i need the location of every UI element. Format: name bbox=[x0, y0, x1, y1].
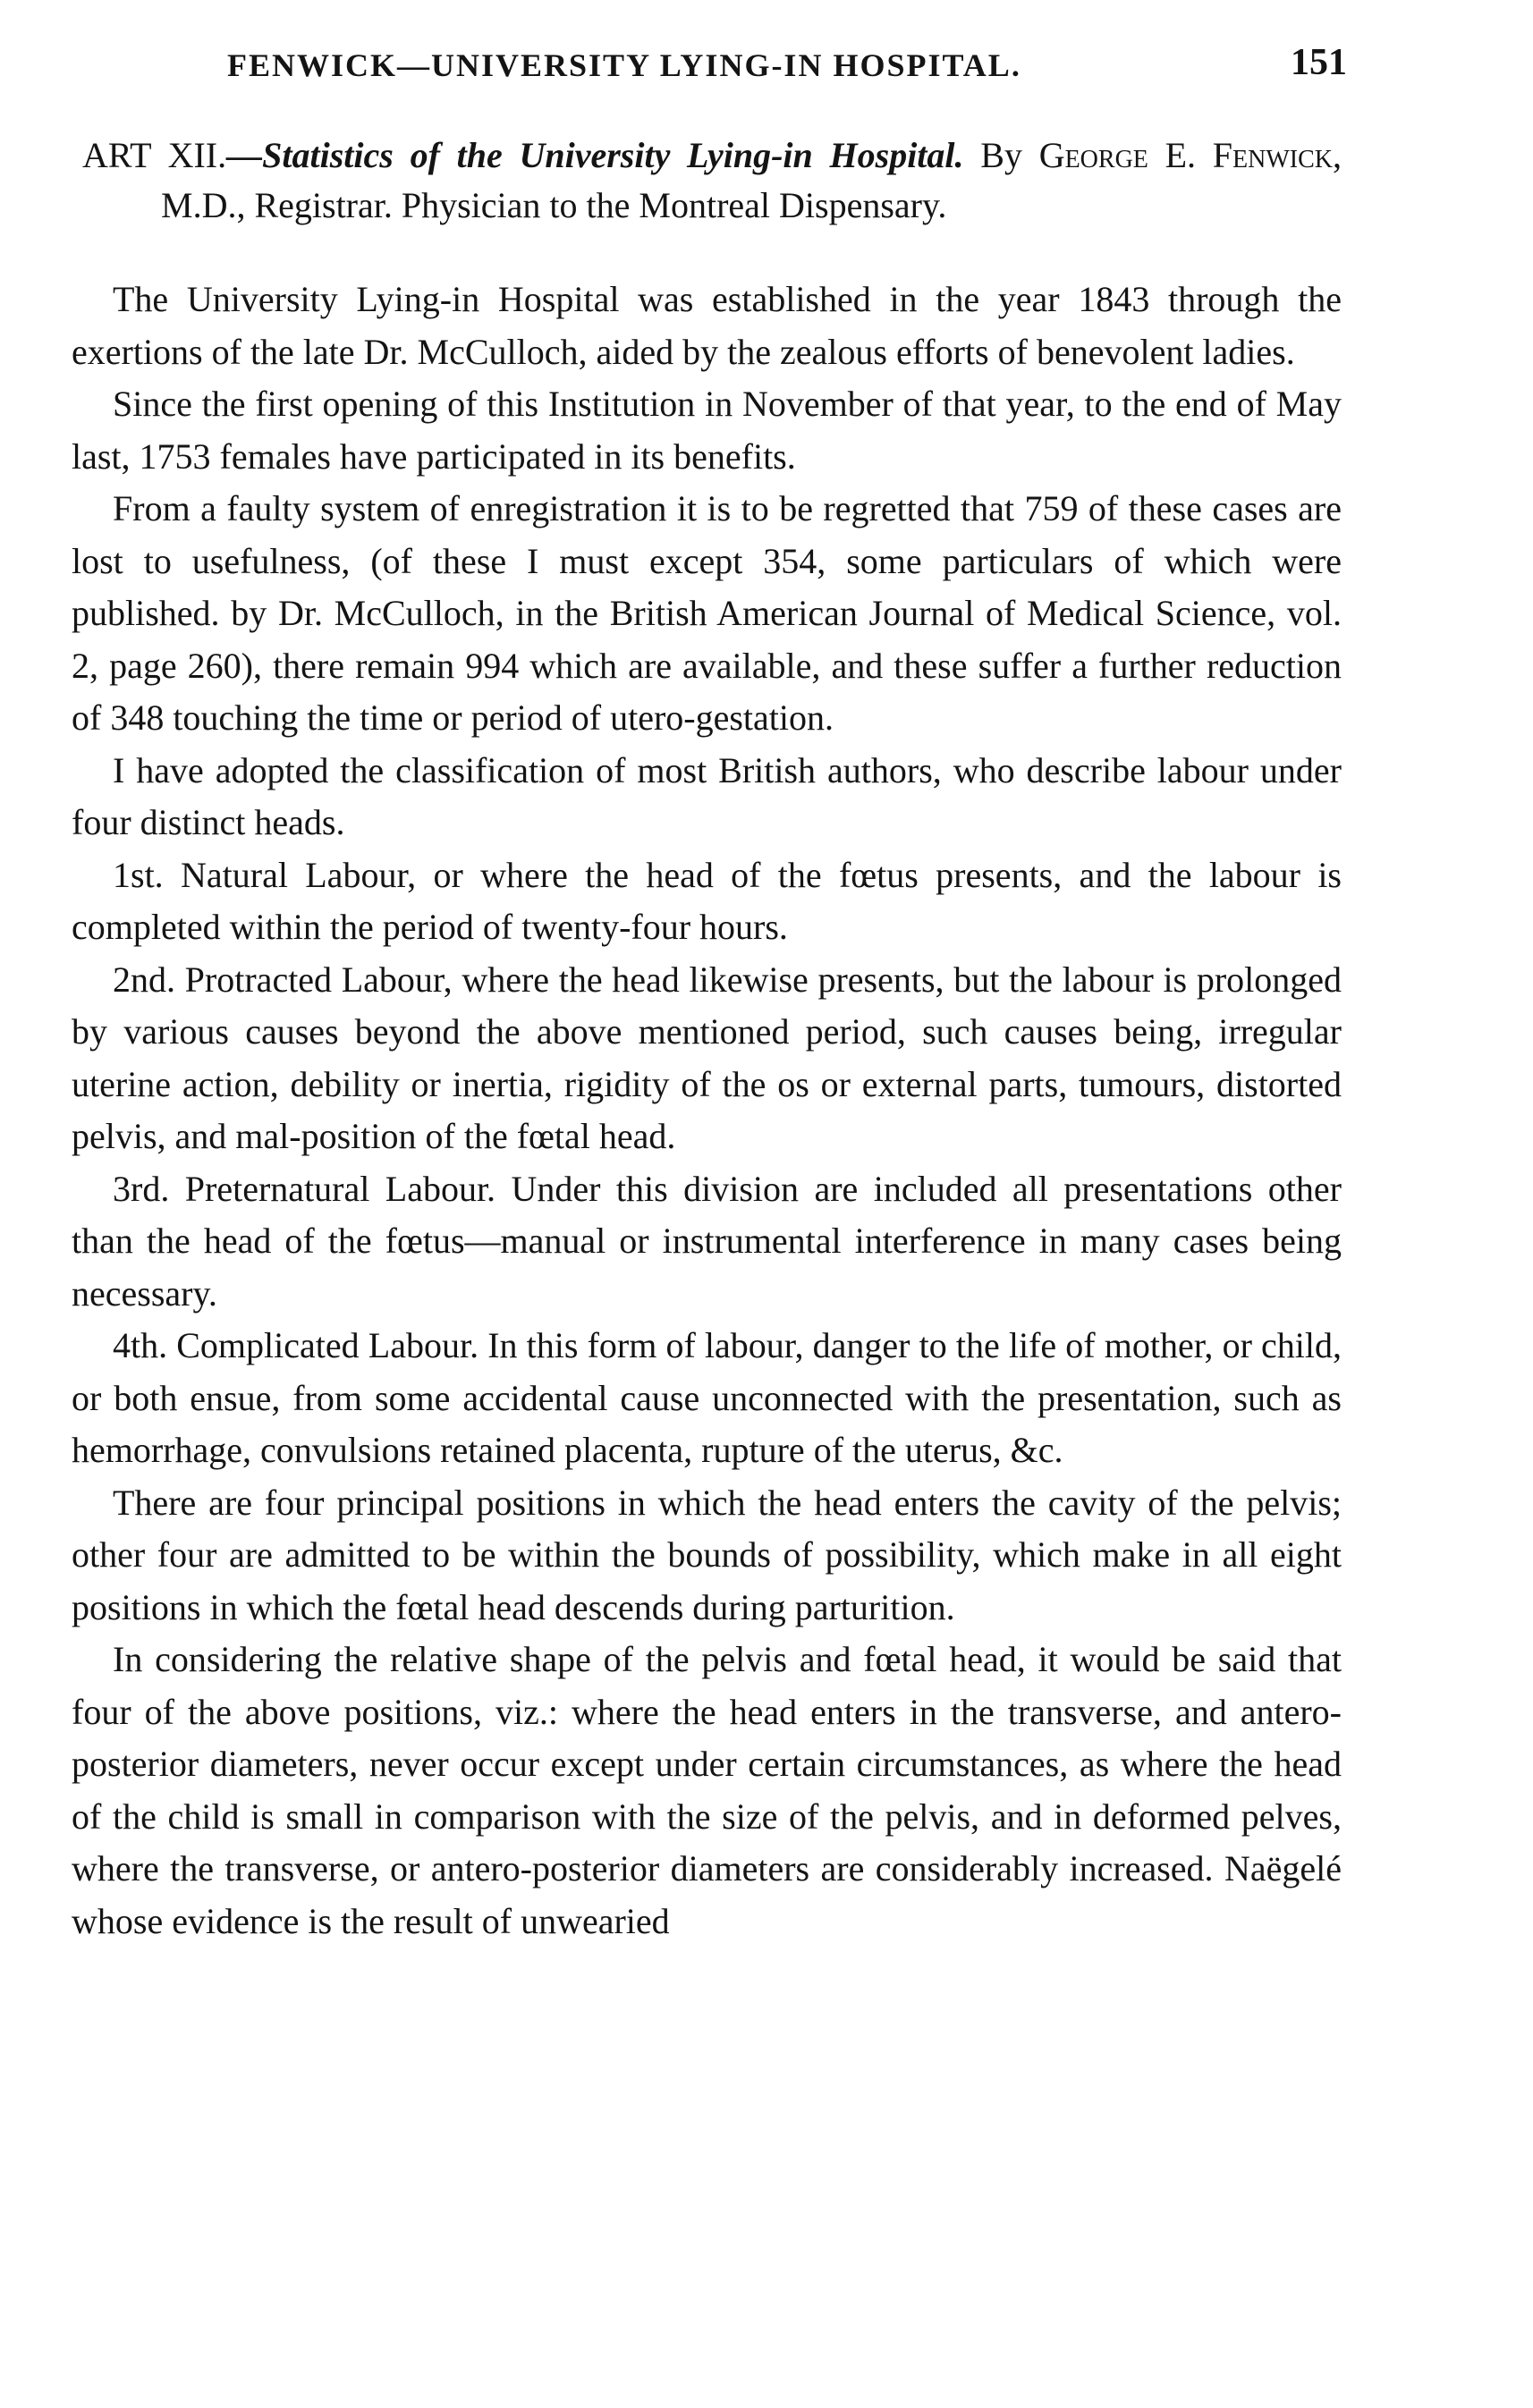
page-number: 151 bbox=[1291, 42, 1347, 83]
byline-by: By bbox=[963, 135, 1039, 175]
paragraph: 2nd. Protracted Labour, where the head likewise presents, but the labour is prolonged by various causes beyond the above mentioned period, such causes being, irregular uterine action, debility or inertia, rigidity of the os or external parts, tumours, distorted pelvis, and mal-position of the fœtal head. bbox=[72, 959, 1342, 1156]
article-heading bbox=[72, 131, 1342, 231]
author-credentials: , M.D., Registrar. Physician to the Montreal Dispensary. bbox=[161, 135, 1342, 225]
article-number: ART XII. bbox=[82, 135, 227, 175]
paragraph: 1st. Natural Labour, or where the head of the fœtus presents, and the labour is completed within the period of twenty-four hours. bbox=[72, 854, 1342, 947]
paragraph: There are four principal positions in which the head enters the cavity of the pelvis; other four are admitted to be within the bounds of possibility, which make in all eight positions in which the fœtal head descends during parturition. bbox=[72, 1482, 1342, 1627]
body-text bbox=[72, 274, 1342, 1948]
article-title: —Statistics of the University Lying-in Hospital. bbox=[226, 135, 964, 175]
paragraph: Since the first opening of this Institution in November of that year, to the end of May last, 1753 females have participated in its benefits. bbox=[72, 384, 1342, 477]
paragraph: 4th. Complicated Labour. In this form of labour, danger to the life of mother, or child, or both ensue, from some accidental cause unconnected with the presentation, such as hemorrhage, convulsions retained placenta, rupture of the uterus, &c. bbox=[72, 1325, 1342, 1470]
running-header bbox=[75, 36, 1347, 98]
paragraph: 3rd. Preternatural Labour. Under this division are included all presentations other than the head of the fœtus—manual or instrumental interference in many cases being necessary. bbox=[72, 1168, 1342, 1314]
book-page bbox=[72, 36, 1347, 2378]
paragraph: The University Lying-in Hospital was established in the year 1843 through the exertions of the late Dr. McCulloch, aided by the zealous efforts of benevolent ladies. bbox=[72, 279, 1342, 372]
paragraph: I have adopted the classification of most British authors, who describe labour under four distinct heads. bbox=[72, 749, 1342, 842]
running-title: FENWICK—UNIVERSITY LYING-IN HOSPITAL. bbox=[227, 47, 1021, 83]
paragraph: In considering the relative shape of the pelvis and fœtal head, it would be said that four of the above positions, viz.: where the head enters in the transverse, and antero-posterior diameters, never occur except under certain circumstances, as where the head of the child is small in comparison with the size of the pelvis, and in deformed pelves, where the transverse, or antero-posterior diameters are considerably increased. Naëgelé whose evidence is the result of unwearied bbox=[72, 1639, 1342, 1941]
article-author: George E. Fenwick bbox=[1038, 135, 1334, 175]
paragraph: From a faulty system of enregistration it is to be regretted that 759 of these cases are lost to usefulness, (of these I must except 354, some particulars of which were published. by Dr. McCulloch, in the British American Journal of Medical Science, vol. 2, page 260), there remain 994 which are available, and these suffer a further reduction of 348 touching the time or period of utero-gestation. bbox=[72, 488, 1342, 738]
